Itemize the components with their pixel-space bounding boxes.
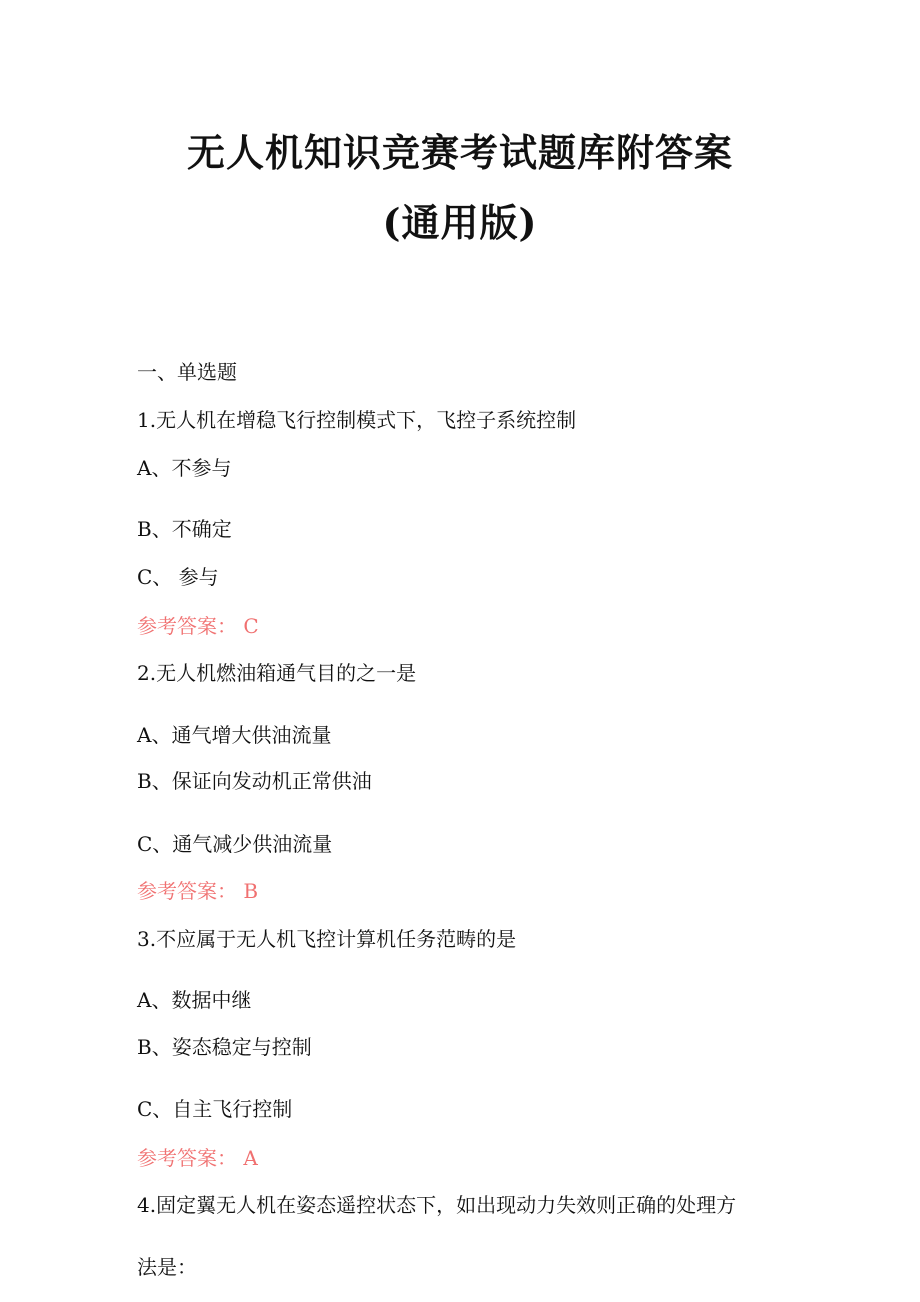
question-2-option-a: A、通气增大供油流量 [137,723,332,747]
question-3-option-c: C、自主飞行控制 [137,1097,293,1121]
question-3-option-a: A、数据中继 [137,988,252,1012]
question-2-option-c: C、通气减少供油流量 [137,832,333,856]
question-1-option-b: B、不确定 [137,517,232,541]
question-1-option-c: C、 参与 [137,565,219,589]
question-4-stem-continued: 法是： [137,1255,197,1279]
question-3-answer: 参考答案： A [137,1146,258,1170]
document-title-line-1: 无人机知识竞赛考试题库附答案 [186,130,733,175]
question-1-answer: 参考答案： C [137,614,259,638]
question-1-option-a: A、不参与 [137,456,232,480]
question-2-option-b: B、保证向发动机正常供油 [137,769,372,793]
question-3-stem: 3.不应属于无人机飞控计算机任务范畴的是 [137,927,517,951]
question-4-stem: 4.固定翼无人机在姿态遥控状态下，如出现动力失效则正确的处理方 [137,1193,737,1217]
section-heading: 一、单选题 [137,360,237,384]
question-2-answer: 参考答案： B [137,879,259,903]
question-3-option-b: B、姿态稳定与控制 [137,1035,312,1059]
document-title-line-2: (通用版) [382,200,538,245]
question-1-stem: 1.无人机在增稳飞行控制模式下，飞控子系统控制 [137,408,577,432]
question-2-stem: 2.无人机燃油箱通气目的之一是 [137,661,417,685]
